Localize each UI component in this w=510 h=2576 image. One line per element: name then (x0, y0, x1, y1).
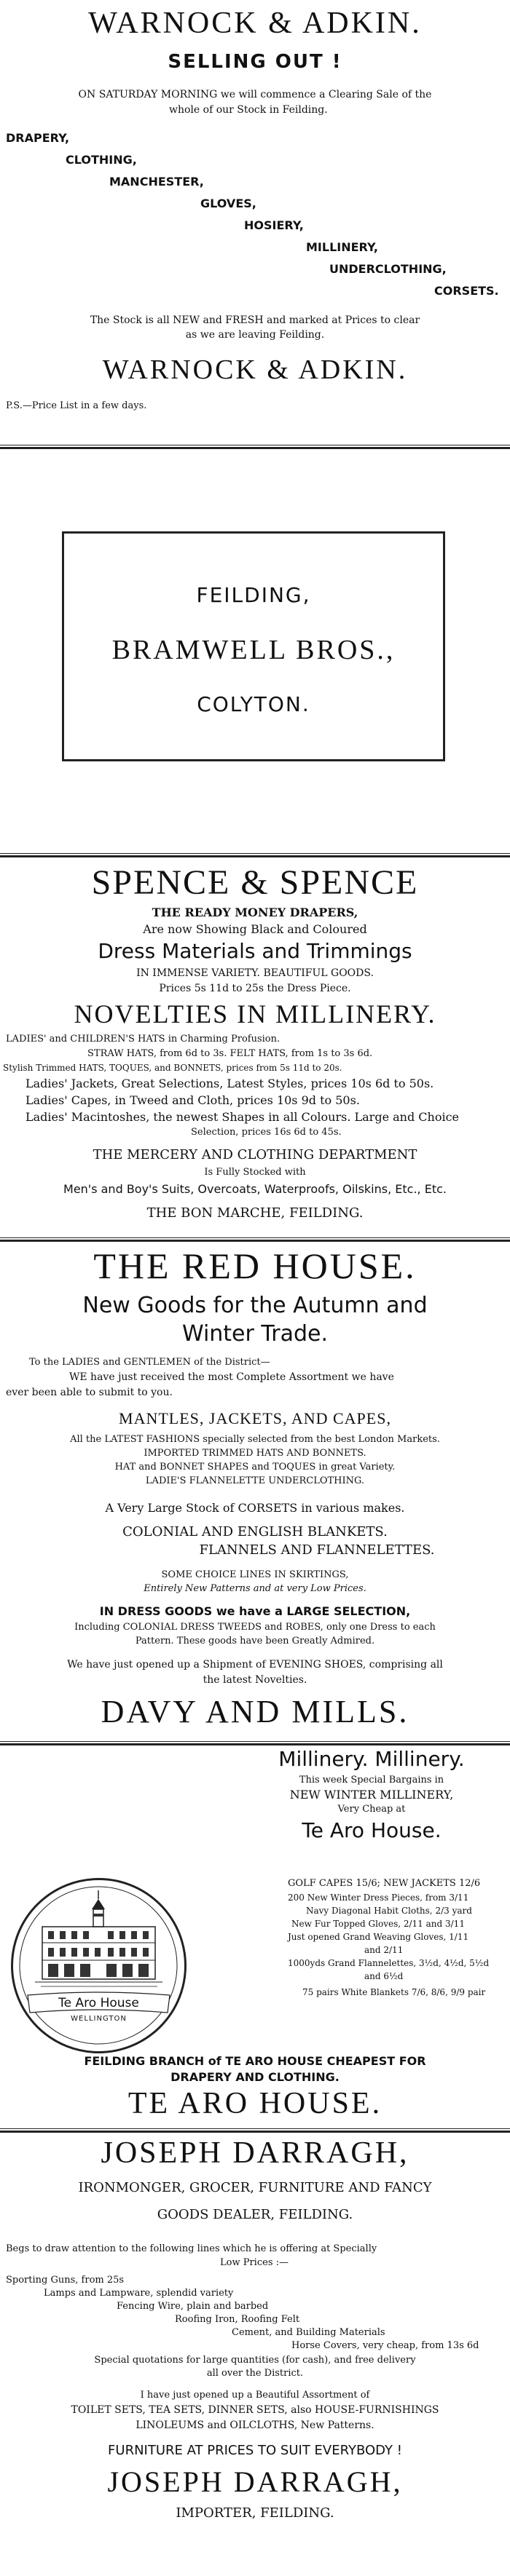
divider (0, 447, 510, 449)
received-line2: ever been able to submit to you. (6, 1387, 173, 1398)
goods-item: CLOTHING, (66, 153, 137, 167)
spence-variety: IN IMMENSE VARIETY. BEAUTIFUL GOODS. (136, 967, 374, 979)
spence-title: SPENCE & SPENCE (91, 863, 419, 902)
mens-line: Men's and Boy's Suits, Overcoats, Waterproofs, Oilskins, Etc., Etc. (63, 1182, 447, 1196)
te-aro-name: Te Aro House. (302, 1818, 442, 1842)
goods-item: HOSIERY, (244, 218, 304, 232)
te-aro-item: and 2/11 (364, 1945, 404, 1955)
bramwell-advert-box (62, 531, 445, 761)
divider (0, 1743, 510, 1745)
goods-item: MILLINERY, (306, 240, 378, 254)
te-aro-item: Just opened Grand Weaving Gloves, 1/11 (288, 1932, 469, 1942)
received-line1: WE have just received the most Complete Assortment we have (69, 1371, 394, 1383)
feilding-branch-line1: FEILDING BRANCH of TE ARO HOUSE CHEAPEST FOR (84, 2054, 426, 2068)
divider (0, 2128, 510, 2129)
jackets-line: Ladies' Jackets, Great Selections, Latest Styles, prices 10s 6d to 50s. (26, 1077, 434, 1090)
bramwell-colyton: COLYTON. (197, 692, 310, 716)
hats-line3: Stylish Trimmed HATS, TOQUES, and BONNETS, prices from 5s 11d to 20s. (3, 1063, 342, 1073)
bramwell-town: FEILDING, (196, 583, 311, 607)
warnock-stock-line1: The Stock is all NEW and FRESH and marked at Prices to clear (90, 314, 420, 326)
goods-item: GLOVES, (200, 197, 256, 210)
fashions-line3: HAT and BONNET SHAPES and TOQUES in great Variety. (114, 1462, 396, 1473)
divider (0, 1240, 510, 1242)
warnock-intro-line1: ON SATURDAY MORNING we will commence a Clearing Sale of the (78, 89, 432, 100)
darragh-trade-line1: IRONMONGER, GROCER, FURNITURE AND FANCY (78, 2180, 432, 2195)
warnock-stock-line2: as we are leaving Feilding. (185, 329, 325, 341)
skirtings-line2: Entirely New Patterns and at very Low Prices. (144, 1583, 366, 1594)
spence-prices: Prices 5s 11d to 25s the Dress Piece. (159, 983, 351, 994)
corsets-line: A Very Large Stock of CORSETS in various makes. (105, 1501, 405, 1515)
fashions-line2: IMPORTED TRIMMED HATS AND BONNETS. (144, 1448, 366, 1459)
seal-name: Te Aro House (58, 1996, 139, 2010)
department-store-building-icon (13, 1880, 184, 2051)
divider (0, 1237, 510, 1238)
te-aro-bargains-line3: Very Cheap at (337, 1804, 406, 1815)
divider (0, 855, 510, 857)
darragh-line: Roofing Iron, Roofing Felt (175, 2314, 300, 2325)
darragh-line: Cement, and Building Materials (232, 2327, 385, 2338)
te-aro-bargains-line1: This week Special Bargains in (299, 1775, 444, 1786)
feilding-branch-line2: DRAPERY AND CLOTHING. (170, 2070, 340, 2084)
darragh-begs-line2: Low Prices :— (220, 2257, 289, 2268)
darragh-begs-line1: Begs to draw attention to the following lines which he is offering at Specially (6, 2243, 377, 2254)
spence-subtitle: THE READY MONEY DRAPERS, (152, 905, 358, 919)
te-aro-item: Navy Diagonal Habit Cloths, 2/3 yard (306, 1906, 472, 1916)
mantles-heading: MANTLES, JACKETS, AND CAPES, (119, 1409, 391, 1427)
mercery-stocked: Is Fully Stocked with (204, 1167, 306, 1178)
hats-line1: LADIES' and CHILDREN'S HATS in Charming Profusion. (6, 1034, 280, 1045)
goods-item: DRAPERY, (6, 131, 70, 145)
dress-goods-line1: IN DRESS GOODS we have a LARGE SELECTION, (99, 1604, 411, 1618)
new-goods-line1: New Goods for the Autumn and (82, 1293, 428, 1318)
blankets-line2: FLANNELS AND FLANNELETTES. (199, 1542, 435, 1558)
divider (0, 853, 510, 854)
bramwell-name: BRAMWELL BROS., (111, 635, 396, 665)
darragh-importer: IMPORTER, FEILDING. (176, 2505, 334, 2521)
te-aro-house-footer: TE ARO HOUSE. (128, 2087, 382, 2120)
darragh-line: Horse Covers, very cheap, from 13s 6d (291, 2340, 479, 2351)
te-aro-bargains-line2: NEW WINTER MILLINERY, (289, 1788, 454, 1802)
darragh-linoleums: LINOLEUMS and OILCLOTHS, New Patterns. (136, 2420, 374, 2431)
darragh-title-footer: JOSEPH DARRAGH, (107, 2465, 403, 2498)
novelties-heading: NOVELTIES IN MILLINERY. (74, 999, 436, 1029)
bon-marche: THE BON MARCHE, FEILDING. (146, 1205, 364, 1221)
darragh-line: Fencing Wire, plain and barbed (117, 2301, 269, 2312)
red-house-title: THE RED HOUSE. (93, 1245, 417, 1286)
darragh-line: Sporting Guns, from 25s (6, 2275, 125, 2286)
darragh-line: Special quotations for large quantities (for cash), and free delivery (94, 2355, 416, 2366)
te-aro-item: New Fur Topped Gloves, 2/11 and 3/11 (291, 1919, 465, 1929)
divider (0, 2131, 510, 2133)
mercery-heading: THE MERCERY AND CLOTHING DEPARTMENT (93, 1147, 417, 1162)
macs-line1: Ladies' Macintoshes, the newest Shapes in all Colours. Large and Choice (26, 1110, 460, 1124)
warnock-ps: P.S.—Price List in a few days. (6, 400, 147, 411)
davy-and-mills: DAVY AND MILLS. (101, 1694, 409, 1729)
macs-line2: Selection, prices 16s 6d to 45s. (191, 1127, 342, 1138)
darragh-opened: I have just opened up a Beautiful Assortment of (140, 2390, 370, 2401)
te-aro-house-seal (11, 1878, 187, 2053)
te-aro-item: 1000yds Grand Flannelettes, 3½d, 4½d, 5½d (288, 1958, 490, 1968)
capes-line: Ladies' Capes, in Tweed and Cloth, prices 10s 9d to 50s. (26, 1093, 360, 1107)
fashions-line1: All the LATEST FASHIONS specially selected from the best London Markets. (70, 1434, 440, 1445)
spence-showing: Are now Showing Black and Coloured (143, 922, 367, 936)
goods-item: CORSETS. (434, 284, 499, 298)
darragh-trade-line2: GOODS DEALER, FEILDING. (157, 2207, 353, 2222)
darragh-line: all over the District. (206, 2368, 304, 2379)
warnock-title-footer: WARNOCK & ADKIN. (102, 354, 408, 385)
te-aro-item: and 6½d (364, 1971, 404, 1981)
te-aro-item: 75 pairs White Blankets 7/6, 8/6, 9/9 pair (302, 1987, 486, 1997)
darragh-title: JOSEPH DARRAGH, (101, 2136, 409, 2170)
spence-dress-materials: Dress Materials and Trimmings (98, 939, 412, 963)
ladies-line: To the LADIES and GENTLEMEN of the District— (29, 1357, 270, 1368)
te-aro-item: 200 New Winter Dress Pieces, from 3/11 (288, 1893, 469, 1903)
dress-goods-line3: Pattern. These goods have been Greatly Admired. (135, 1636, 375, 1646)
warnock-intro-line2: whole of our Stock in Feilding. (169, 104, 328, 116)
divider (0, 1741, 510, 1742)
fashions-line4: LADIE'S FLANNELETTE UNDERCLOTHING. (145, 1475, 365, 1486)
dress-goods-line2: Including COLONIAL DRESS TWEEDS and ROBES, only one Dress to each (74, 1622, 436, 1633)
te-aro-millinery-heading: Millinery. Millinery. (278, 1747, 465, 1771)
new-goods-line2: Winter Trade. (181, 1321, 329, 1347)
goods-item: UNDERCLOTHING, (329, 262, 447, 276)
te-aro-item: GOLF CAPES 15/6; NEW JACKETS 12/6 (288, 1878, 481, 1889)
darragh-furniture: FURNITURE AT PRICES TO SUIT EVERYBODY ! (108, 2443, 402, 2458)
selling-out-heading: SELLING OUT ! (168, 51, 342, 73)
darragh-line: Lamps and Lampware, splendid variety (44, 2288, 234, 2299)
seal-city: WELLINGTON (71, 2015, 127, 2023)
darragh-sets: TOILET SETS, TEA SETS, DINNER SETS, also HOUSE-FURNISHINGS (71, 2404, 439, 2416)
warnock-title: WARNOCK & ADKIN. (88, 7, 422, 40)
hats-line2: STRAW HATS, from 6d to 3s. FELT HATS, from 1s to 3s 6d. (87, 1048, 373, 1059)
shoes-line2: the latest Novelties. (203, 1674, 307, 1686)
shoes-line1: We have just opened up a Shipment of EVENING SHOES, comprising all (67, 1659, 443, 1671)
blankets-line1: COLONIAL AND ENGLISH BLANKETS. (122, 1524, 388, 1539)
goods-item: MANCHESTER, (109, 175, 204, 189)
skirtings-line1: SOME CHOICE LINES IN SKIRTINGS, (161, 1569, 349, 1580)
